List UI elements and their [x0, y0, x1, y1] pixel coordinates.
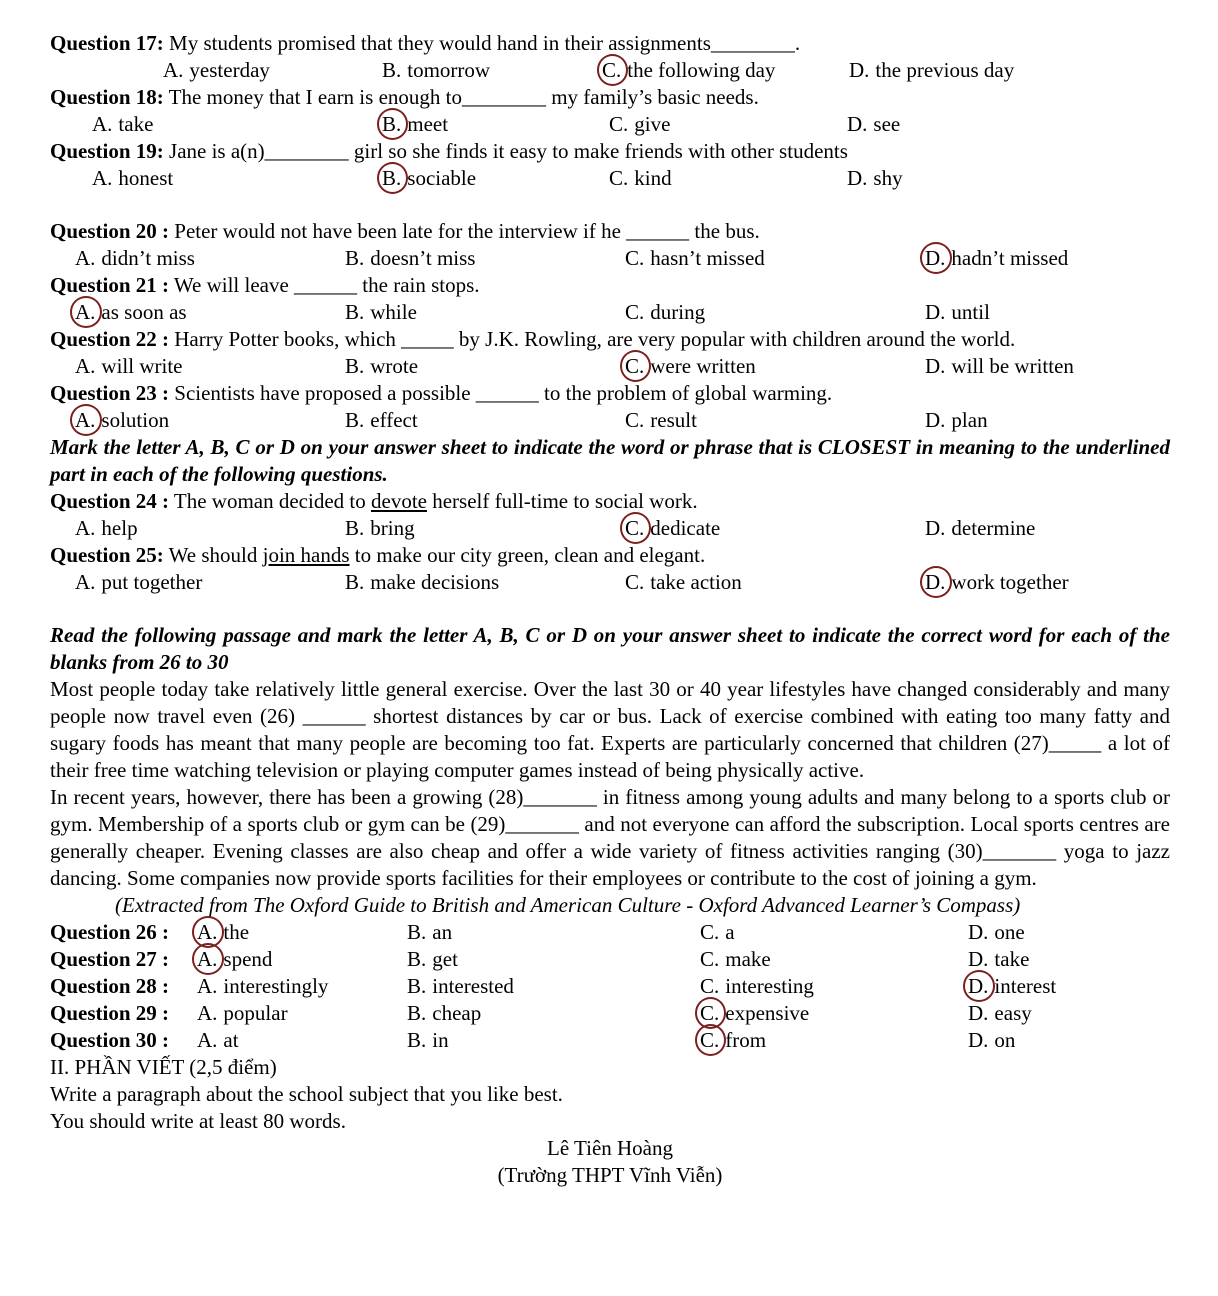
option-a: [197, 946, 272, 973]
option-text: dedicate: [650, 516, 721, 540]
question-26-row: [50, 919, 1170, 946]
option-b: [382, 111, 448, 138]
option-d: [925, 407, 988, 434]
option-text: shy: [873, 166, 903, 190]
option-b: [345, 245, 475, 272]
option-b: [345, 299, 417, 326]
option-text: in: [432, 1028, 449, 1052]
spacer: [50, 596, 1170, 622]
option-text: will be written: [951, 354, 1074, 378]
option-text: get: [432, 947, 458, 971]
option-letter: C.: [700, 947, 720, 971]
option-text: honest: [118, 166, 174, 190]
option-letter: A.: [197, 974, 218, 998]
option-letter: D.: [968, 1001, 989, 1025]
stem-underlined: join hands: [262, 543, 350, 567]
option-b: [407, 919, 452, 946]
option-text: easy: [994, 1001, 1032, 1025]
question-23-label: Question 23 :: [50, 381, 170, 405]
option-b: [407, 1000, 481, 1027]
option-a: [197, 973, 328, 1000]
option-text: from: [725, 1028, 767, 1052]
option-letter: A.: [197, 920, 218, 944]
option-c: [625, 245, 765, 272]
option-text: kind: [634, 166, 672, 190]
option-letter: B.: [345, 354, 365, 378]
option-d: [968, 1000, 1032, 1027]
option-c: [700, 946, 771, 973]
option-letter: A.: [75, 300, 96, 324]
option-text: the: [223, 920, 250, 944]
option-b: [382, 57, 490, 84]
option-letter: B.: [407, 1001, 427, 1025]
option-b: [345, 515, 415, 542]
option-letter: A.: [197, 1028, 218, 1052]
stem-text: Scientists have proposed a possible ______ to the problem of global warming.: [169, 381, 833, 405]
option-letter: B.: [345, 408, 365, 432]
question-26-label: Question 26 :: [50, 920, 170, 944]
option-d: [968, 919, 1025, 946]
option-text: help: [101, 516, 138, 540]
stem-text: My students promised that they would hand in their assignments________.: [163, 31, 801, 55]
option-letter: A.: [92, 166, 113, 190]
question-21-label: Question 21 :: [50, 273, 170, 297]
option-text: during: [650, 300, 706, 324]
option-text: while: [370, 300, 417, 324]
part2-header: II. PHẦN VIẾT (2,5 điểm): [50, 1055, 277, 1079]
option-letter: D.: [847, 166, 868, 190]
question-28-label: Question 28 :: [50, 974, 170, 998]
option-letter: B.: [345, 570, 365, 594]
option-b: [345, 569, 499, 596]
option-letter: B.: [345, 246, 365, 270]
question-28-row: [50, 973, 1170, 1000]
option-text: interesting: [725, 974, 814, 998]
question-20-label: Question 20 :: [50, 219, 170, 243]
option-c: [700, 1000, 809, 1027]
option-text: give: [634, 112, 671, 136]
option-text: wrote: [370, 354, 419, 378]
option-letter: A.: [163, 58, 184, 82]
stem-text: The woman decided to: [169, 489, 371, 513]
option-text: solution: [101, 408, 170, 432]
option-text: a: [725, 920, 735, 944]
option-letter: C.: [625, 300, 645, 324]
option-letter: C.: [625, 516, 645, 540]
option-letter: B.: [407, 920, 427, 944]
stem-underlined: devote: [371, 489, 427, 513]
option-letter: B.: [407, 974, 427, 998]
option-a: [92, 111, 153, 138]
option-d: [849, 57, 1014, 84]
option-d: [847, 165, 903, 192]
option-letter: D.: [968, 974, 989, 998]
option-text: take action: [650, 570, 742, 594]
option-d: [968, 946, 1029, 973]
question-24-label: Question 24 :: [50, 489, 170, 513]
option-c: [609, 111, 670, 138]
question-24-options: [50, 515, 1170, 542]
option-text: effect: [370, 408, 418, 432]
option-text: determine: [951, 516, 1036, 540]
option-d: [925, 299, 990, 326]
question-30-label: Question 30 :: [50, 1028, 170, 1052]
option-b: [345, 407, 418, 434]
option-text: hadn’t missed: [951, 246, 1069, 270]
option-b: [345, 353, 418, 380]
option-a: [75, 407, 169, 434]
option-c: [625, 407, 697, 434]
cloze-instruction: Read the following passage and mark the letter A, B, C or D on your answer sheet to indicate the correct word for each of the blanks from 26 to 30: [50, 623, 1170, 674]
option-d: [925, 515, 1035, 542]
option-text: interested: [432, 974, 514, 998]
option-text: work together: [951, 570, 1069, 594]
option-letter: C.: [700, 920, 720, 944]
question-27-label: Question 27 :: [50, 947, 170, 971]
option-a: [75, 569, 202, 596]
question-17-label: Question 17:: [50, 31, 164, 55]
option-c: [700, 919, 735, 946]
option-a: [75, 515, 138, 542]
option-a: [197, 1027, 239, 1054]
option-text: put together: [101, 570, 203, 594]
option-text: were written: [650, 354, 756, 378]
question-18-label: Question 18:: [50, 85, 164, 109]
option-letter: B.: [345, 300, 365, 324]
option-c: [625, 515, 720, 542]
option-a: [75, 353, 183, 380]
question-24-stem: [50, 488, 1170, 515]
option-text: take: [118, 112, 154, 136]
option-letter: A.: [197, 1001, 218, 1025]
option-d: [925, 569, 1069, 596]
option-a: [197, 919, 249, 946]
option-text: expensive: [725, 1001, 810, 1025]
option-letter: D.: [847, 112, 868, 136]
question-22-stem: [50, 326, 1170, 353]
option-letter: D.: [925, 354, 946, 378]
option-letter: D.: [849, 58, 870, 82]
option-c: [625, 353, 756, 380]
option-a: [197, 1000, 288, 1027]
option-text: plan: [951, 408, 988, 432]
option-b: [407, 946, 458, 973]
option-text: interestingly: [223, 974, 329, 998]
stem-text: Jane is a(n)________ girl so she finds it easy to make friends with other students: [163, 139, 848, 163]
option-letter: C.: [609, 166, 629, 190]
option-letter: C.: [602, 58, 622, 82]
option-b: [382, 165, 476, 192]
option-c: [625, 569, 742, 596]
option-letter: A.: [75, 354, 96, 378]
option-text: see: [873, 112, 901, 136]
stem-text: to make our city green, clean and elegant.: [349, 543, 706, 567]
question-19-label: Question 19:: [50, 139, 164, 163]
option-b: [407, 1027, 449, 1054]
question-29-label: Question 29 :: [50, 1001, 170, 1025]
stem-text: The money that I earn is enough to________ my family’s basic needs.: [163, 85, 759, 109]
question-17-options: [50, 57, 1170, 84]
option-letter: D.: [925, 516, 946, 540]
option-letter: C.: [609, 112, 629, 136]
option-text: will write: [101, 354, 183, 378]
author-name: Lê Tiên Hoàng: [547, 1136, 673, 1160]
option-letter: C.: [625, 408, 645, 432]
option-letter: C.: [700, 974, 720, 998]
writing-task-line1: Write a paragraph about the school subject that you like best.: [50, 1082, 563, 1106]
option-text: the following day: [627, 58, 776, 82]
option-letter: A.: [75, 570, 96, 594]
stem-text: We will leave ______ the rain stops.: [169, 273, 480, 297]
question-19-options: [50, 165, 1170, 192]
option-c: [625, 299, 705, 326]
option-letter: D.: [925, 570, 946, 594]
school-name: (Trường THPT Vĩnh Viễn): [497, 1163, 723, 1187]
question-22-options: [50, 353, 1170, 380]
option-text: make decisions: [370, 570, 500, 594]
option-text: an: [432, 920, 453, 944]
option-text: one: [994, 920, 1025, 944]
passage-source: (Extracted from The Oxford Guide to British and American Culture - Oxford Advanced Learner’s Compass): [115, 893, 1021, 917]
option-text: doesn’t miss: [370, 246, 476, 270]
question-25-label: Question 25:: [50, 543, 164, 567]
question-20-stem: [50, 218, 1170, 245]
passage-paragraph-1: Most people today take relatively little general exercise. Over the last 30 or 40 year lifestyles have changed considerably and many people now travel even (26) ______ shortest distances by car or bus. Lack of exercise combined with eating too many fatty and sugary foods has meant that many people are becoming too fat. Experts are particularly concerned that children (27)_____ a lot of their free time watching television or playing computer games instead of being physically active.: [50, 677, 1170, 782]
option-letter: D.: [925, 408, 946, 432]
stem-text: herself full-time to social work.: [426, 489, 698, 513]
option-b: [407, 973, 514, 1000]
option-text: yesterday: [189, 58, 270, 82]
option-letter: B.: [345, 516, 365, 540]
stem-text: We should: [163, 543, 263, 567]
option-text: on: [994, 1028, 1016, 1052]
question-18-options: [50, 111, 1170, 138]
option-text: bring: [370, 516, 415, 540]
option-c: [700, 973, 814, 1000]
passage-paragraph-2: In recent years, however, there has been a growing (28)_______ in fitness among young adults and many belong to a sports club or gym. Membership of a sports club or gym can be (29)_______ and not everyone can afford the subscription. Local sports centres are generally cheaper. Evening classes are also cheap and offer a wide variety of fitness activities ranging (30)_______ yoga to jazz dancing. Some companies now provide sports facilities for their employees or contribute to the cost of joining a gym.: [50, 785, 1170, 890]
option-c: [602, 57, 775, 84]
option-text: until: [951, 300, 990, 324]
option-text: cheap: [432, 1001, 482, 1025]
option-text: meet: [407, 112, 449, 136]
option-letter: D.: [968, 1028, 989, 1052]
option-d: [968, 973, 1056, 1000]
option-text: at: [223, 1028, 239, 1052]
option-d: [968, 1027, 1015, 1054]
option-letter: B.: [407, 947, 427, 971]
option-text: tomorrow: [407, 58, 491, 82]
option-letter: C.: [700, 1001, 720, 1025]
option-letter: B.: [382, 112, 402, 136]
writing-task-line2: You should write at least 80 words.: [50, 1109, 346, 1133]
option-a: [75, 299, 187, 326]
question-23-options: [50, 407, 1170, 434]
option-letter: C.: [700, 1028, 720, 1052]
option-text: spend: [223, 947, 273, 971]
question-25-stem: [50, 542, 1170, 569]
option-text: hasn’t missed: [650, 246, 765, 270]
option-letter: A.: [75, 516, 96, 540]
stem-text: Harry Potter books, which _____ by J.K. Rowling, are very popular with children around the world.: [169, 327, 1016, 351]
option-text: interest: [994, 974, 1057, 998]
option-letter: A.: [92, 112, 113, 136]
option-text: popular: [223, 1001, 288, 1025]
option-text: take: [994, 947, 1030, 971]
option-letter: A.: [75, 408, 96, 432]
option-letter: B.: [382, 58, 402, 82]
option-letter: B.: [407, 1028, 427, 1052]
question-21-stem: [50, 272, 1170, 299]
option-letter: A.: [197, 947, 218, 971]
option-c: [609, 165, 672, 192]
option-letter: C.: [625, 354, 645, 378]
option-text: the previous day: [875, 58, 1015, 82]
closest-meaning-instruction: Mark the letter A, B, C or D on your answer sheet to indicate the word or phrase that is CLOSEST in meaning to the underlined part in each of the following questions.: [50, 435, 1170, 486]
spacer: [50, 192, 1170, 218]
option-d: [925, 353, 1074, 380]
option-letter: D.: [968, 920, 989, 944]
option-letter: D.: [968, 947, 989, 971]
question-27-row: [50, 946, 1170, 973]
option-a: [163, 57, 270, 84]
question-25-options: [50, 569, 1170, 596]
option-text: result: [650, 408, 697, 432]
option-text: make: [725, 947, 771, 971]
option-a: [92, 165, 173, 192]
question-17-stem: [50, 30, 1170, 57]
option-c: [700, 1027, 766, 1054]
option-letter: A.: [75, 246, 96, 270]
option-a: [75, 245, 195, 272]
question-19-stem: [50, 138, 1170, 165]
question-23-stem: [50, 380, 1170, 407]
question-18-stem: [50, 84, 1170, 111]
option-letter: D.: [925, 246, 946, 270]
question-29-row: [50, 1000, 1170, 1027]
option-letter: D.: [925, 300, 946, 324]
question-22-label: Question 22 :: [50, 327, 170, 351]
option-d: [847, 111, 900, 138]
question-21-options: [50, 299, 1170, 326]
stem-text: Peter would not have been late for the interview if he ______ the bus.: [169, 219, 760, 243]
question-20-options: [50, 245, 1170, 272]
option-letter: C.: [625, 246, 645, 270]
option-text: didn’t miss: [101, 246, 195, 270]
question-30-row: [50, 1027, 1170, 1054]
option-letter: C.: [625, 570, 645, 594]
option-letter: B.: [382, 166, 402, 190]
option-text: sociable: [407, 166, 477, 190]
option-text: as soon as: [101, 300, 187, 324]
option-d: [925, 245, 1068, 272]
